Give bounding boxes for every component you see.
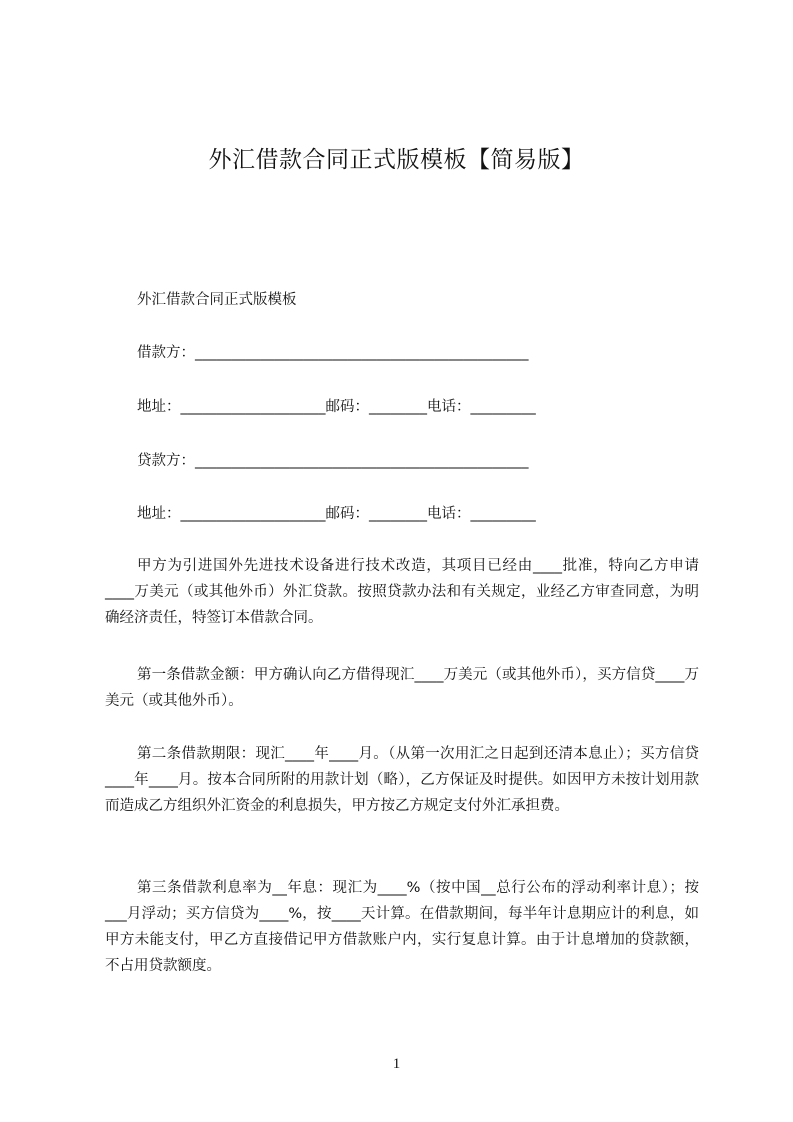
lender-blank: ______________________________________________ bbox=[195, 453, 529, 469]
contract-subtitle: 外汇借款合同正式版模板 bbox=[137, 292, 297, 308]
phone-label: 电话： bbox=[427, 399, 471, 415]
address-blank: ____________________ bbox=[180, 399, 326, 415]
postcode-label: 邮码： bbox=[325, 506, 369, 522]
lender-line bbox=[137, 451, 529, 471]
borrower-blank: ______________________________________________ bbox=[195, 345, 529, 361]
phone-blank: _________ bbox=[470, 399, 536, 415]
lender-label: 贷款方： bbox=[137, 453, 195, 469]
phone-blank: _________ bbox=[470, 506, 536, 522]
lender-address-line bbox=[137, 504, 536, 524]
address-blank: ____________________ bbox=[180, 506, 326, 522]
borrower-label: 借款方： bbox=[137, 345, 195, 361]
address-label: 地址： bbox=[137, 399, 181, 415]
postcode-blank: ________ bbox=[369, 399, 427, 415]
postcode-blank: ________ bbox=[369, 506, 427, 522]
article-3-paragraph: 第三条借款利息率为__年息：现汇为____%（按中国__总行公布的浮动利率计息）；按___月浮动；买方信贷为____%，按____天计算。在借款期间，每半年计息期应计的利息，如甲方未能支付，甲乙方直接借记甲方借款账户内，实行复息计算。由于计息增加的贷款额，不占用贷款额度。 bbox=[105, 880, 699, 974]
postcode-label: 邮码： bbox=[325, 399, 369, 415]
page-number: 1 bbox=[392, 1056, 401, 1072]
document-title: 外汇借款合同正式版模板【简易版】 bbox=[208, 147, 585, 173]
borrower-address-line bbox=[137, 397, 536, 417]
article-2-paragraph: 第二条借款期限：现汇____年____月。（从第一次用汇之日起到还清本息止）；买方信贷____年____月。按本合同所附的用款计划（略），乙方保证及时提供。如因甲方未按计划用款而造成乙方组织外汇资金的利息损失，甲方按乙方规定支付外汇承担费。 bbox=[105, 746, 699, 814]
address-label: 地址： bbox=[137, 506, 181, 522]
borrower-line bbox=[137, 343, 529, 363]
intro-paragraph: 甲方为引进国外先进技术设备进行技术改造，其项目已经由____批准，特向乙方申请____万美元（或其他外币）外汇贷款。按照贷款办法和有关规定，业经乙方审查同意，为明确经济责任，特签订本借款合同。 bbox=[105, 558, 699, 626]
phone-label: 电话： bbox=[427, 506, 471, 522]
article-1-paragraph: 第一条借款金额：甲方确认向乙方借得现汇____万美元（或其他外币），买方信贷____万美元（或其他外币）。 bbox=[105, 667, 699, 709]
